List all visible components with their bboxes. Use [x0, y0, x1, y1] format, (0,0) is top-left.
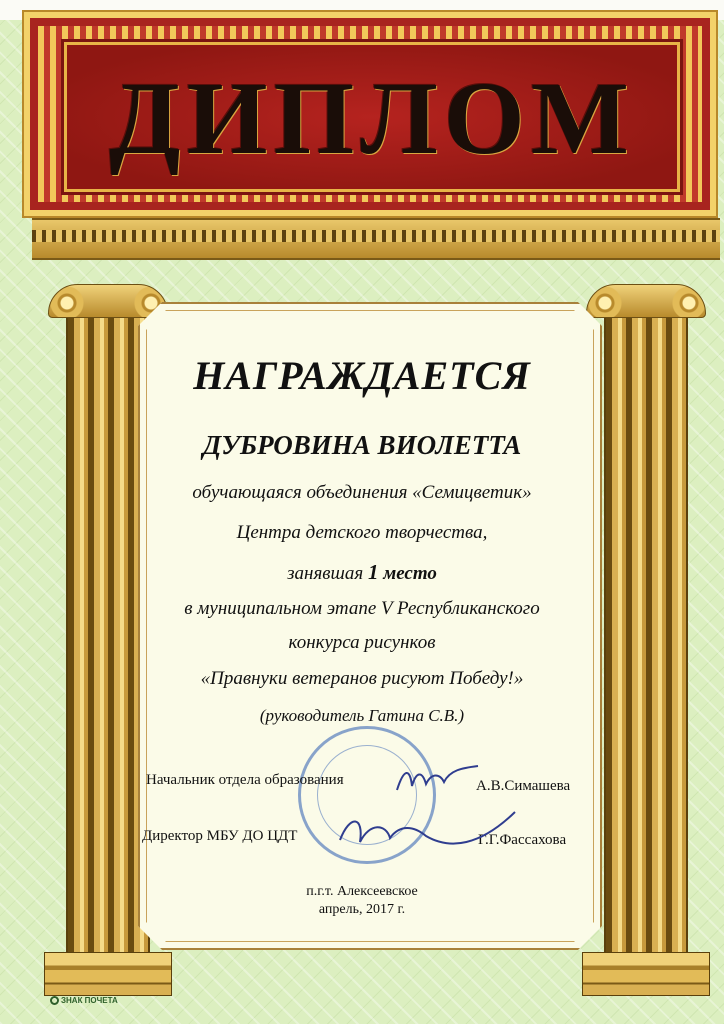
place-number: 1	[367, 560, 379, 584]
place-line	[0, 560, 724, 585]
footer-date: апрель, 2017 г.	[318, 902, 406, 917]
left-column-base	[44, 952, 172, 996]
director-title: Директор МБУ ДО ЦДТ	[142, 828, 298, 844]
entablature	[32, 218, 720, 260]
body-line-4: конкурса рисунков	[288, 632, 436, 653]
dentil-ornament	[32, 230, 720, 242]
banner-red-panel	[64, 42, 680, 192]
head-signature	[392, 760, 482, 800]
diploma-title: ДИПЛОМ	[109, 61, 635, 176]
body-line-1: обучающаяся объединения «Семицветик»	[192, 482, 532, 503]
body-line-3: в муниципальном этапе V Республиканского	[184, 598, 540, 619]
right-column-base	[582, 952, 710, 996]
footer-place: п.г.т. Алексеевское	[306, 884, 418, 899]
place-suffix: место	[383, 563, 437, 584]
place-prefix: занявшая	[287, 563, 364, 584]
recipient-name: ДУБРОВИНА ВИОЛЕТТА	[202, 430, 522, 460]
left-column-capital	[48, 284, 168, 318]
body-line-2: Центра детского творчества,	[236, 522, 488, 543]
director-signature	[330, 806, 520, 866]
publisher-logo	[50, 996, 118, 1005]
director-name: Г.Г.Фассахова	[478, 832, 567, 848]
publisher-logo-text: ЗНАК ПОЧЕТА	[61, 996, 118, 1005]
publisher-logo-icon	[50, 996, 59, 1005]
right-column-capital	[586, 284, 706, 318]
supervisor-line: (руководитель Гатина С.В.)	[259, 706, 465, 725]
contest-name: «Правнуки ветеранов рисуют Победу!»	[200, 668, 524, 689]
award-heading: НАГРАЖДАЕТСЯ	[193, 353, 531, 398]
title-banner	[22, 10, 718, 218]
head-name: А.В.Симашева	[476, 778, 571, 794]
head-title: Начальник отдела образования	[146, 772, 344, 788]
